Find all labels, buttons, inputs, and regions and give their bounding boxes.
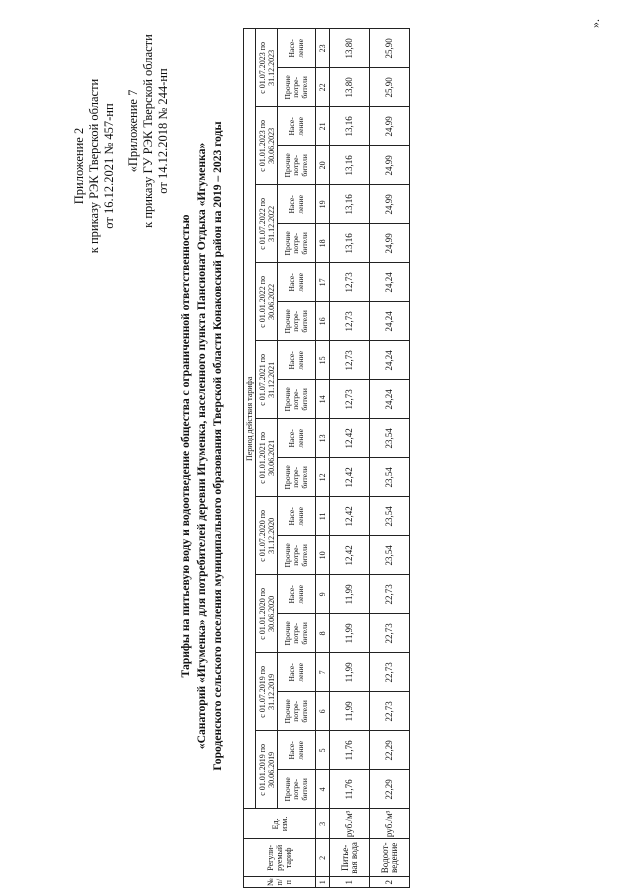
closing-quote: ».	[588, 19, 602, 28]
document-title	[178, 16, 226, 876]
approval-line: «Приложение 7	[126, 89, 140, 173]
tariff-value: 13,16	[330, 146, 370, 185]
period-range: с 01.07.2019 по 31.12.2019	[256, 653, 278, 731]
header-other-consumers: Прочие потре-бители	[278, 302, 316, 341]
column-number: 9	[316, 575, 330, 614]
tariff-value: 12,73	[330, 302, 370, 341]
header-population: Насе-ление	[278, 107, 316, 146]
approval-line: от 16.12.2021 № 457-нп	[102, 103, 116, 229]
header-population: Насе-ление	[278, 419, 316, 458]
column-number: 8	[316, 614, 330, 653]
header-population: Насе-ление	[278, 263, 316, 302]
header-population: Насе-ление	[278, 341, 316, 380]
column-number: 6	[316, 692, 330, 731]
tariff-value: 12,73	[330, 263, 370, 302]
row-number: 2	[370, 877, 410, 888]
column-number: 17	[316, 263, 330, 302]
header-other-consumers: Прочие потре-бители	[278, 146, 316, 185]
tariff-value: 25,90	[370, 68, 410, 107]
column-number: 13	[316, 419, 330, 458]
tariff-value: 24,99	[370, 146, 410, 185]
tariff-value: 11,99	[330, 692, 370, 731]
row-unit: руб./м³	[330, 809, 370, 839]
tariff-value: 13,80	[330, 29, 370, 68]
tariff-value: 22,73	[370, 575, 410, 614]
tariff-value: 12,42	[330, 419, 370, 458]
column-number: 22	[316, 68, 330, 107]
approval-line: Приложение 2	[72, 127, 86, 205]
table-row	[370, 29, 410, 888]
column-number: 3	[316, 809, 330, 839]
tariff-value: 11,99	[330, 575, 370, 614]
header-tariff: Регули-руемый тариф	[244, 839, 316, 877]
tariff-value: 24,99	[370, 224, 410, 263]
row-number: 1	[330, 877, 370, 888]
column-number: 18	[316, 224, 330, 263]
period-range: с 01.07.2022 по 31.12.2022	[256, 185, 278, 263]
header-other-consumers: Прочие потре-бители	[278, 458, 316, 497]
approval-line: к приказу ГУ РЭК Тверской области	[141, 34, 155, 228]
column-number: 1	[316, 877, 330, 888]
header-population: Насе-ление	[278, 29, 316, 68]
header-period: Период действия тарифа	[244, 29, 256, 809]
column-number: 2	[316, 839, 330, 877]
header-other-consumers: Прочие потре-бители	[278, 380, 316, 419]
tariff-value: 22,29	[370, 770, 410, 809]
column-number: 11	[316, 497, 330, 536]
tariff-value: 24,24	[370, 302, 410, 341]
header-other-consumers: Прочие потре-бители	[278, 692, 316, 731]
tariff-value: 12,42	[330, 458, 370, 497]
title-line: «Санаторий «Игуменка» для потребителей деревни Игуменка, населенного пункта Пансионат Отдыха «Игуменка»	[195, 142, 208, 750]
approval-stamp-original	[126, 6, 171, 256]
header-population: Насе-ление	[278, 653, 316, 692]
tariff-value: 24,24	[370, 341, 410, 380]
tariff-value: 12,73	[330, 341, 370, 380]
column-number: 14	[316, 380, 330, 419]
row-tariff-name: Питье-вая вода	[330, 839, 370, 877]
title-line: Тарифы на питьевую воду и водоотведение общества с ограниченной ответственностью	[179, 214, 192, 678]
tariff-value: 22,73	[370, 614, 410, 653]
header-population: Насе-ление	[278, 497, 316, 536]
period-range: с 01.07.2020 по 31.12.2020	[256, 497, 278, 575]
header-population: Насе-ление	[278, 731, 316, 770]
tariff-value: 23,54	[370, 497, 410, 536]
header-other-consumers: Прочие потре-бители	[278, 224, 316, 263]
row-unit: руб./м³	[370, 809, 410, 839]
tariff-value: 11,99	[330, 653, 370, 692]
column-number: 7	[316, 653, 330, 692]
tariff-value: 22,73	[370, 692, 410, 731]
tariff-value: 23,54	[370, 536, 410, 575]
column-number: 21	[316, 107, 330, 146]
column-number-row	[316, 29, 330, 888]
consumer-header-row	[278, 29, 316, 888]
period-range: с 01.01.2019 по 30.06.2019	[256, 731, 278, 809]
column-number: 20	[316, 146, 330, 185]
tariff-value: 13,16	[330, 185, 370, 224]
tariff-value: 13,16	[330, 224, 370, 263]
header-unit: Ед. изм.	[244, 809, 316, 839]
tariff-value: 23,54	[370, 419, 410, 458]
row-tariff-name: Водоот-ведение	[370, 839, 410, 877]
tariff-value: 11,76	[330, 770, 370, 809]
tariff-value: 12,42	[330, 536, 370, 575]
header-population: Насе-ление	[278, 185, 316, 224]
column-number: 12	[316, 458, 330, 497]
column-number: 4	[316, 770, 330, 809]
tariff-value: 13,16	[330, 107, 370, 146]
tariff-value: 22,29	[370, 731, 410, 770]
header-no: № п/п	[244, 877, 316, 888]
header-other-consumers: Прочие потре-бители	[278, 68, 316, 107]
period-range: с 01.01.2021 по 30.06.2021	[256, 419, 278, 497]
tariff-table	[243, 28, 410, 888]
period-range: с 01.01.2020 по 30.06.2020	[256, 575, 278, 653]
tariff-value: 24,24	[370, 263, 410, 302]
period-range: с 01.07.2021 по 31.12.2021	[256, 341, 278, 419]
column-number: 23	[316, 29, 330, 68]
header-other-consumers: Прочие потре-бители	[278, 536, 316, 575]
tariff-value: 12,42	[330, 497, 370, 536]
header-population: Насе-ление	[278, 575, 316, 614]
table-row	[330, 29, 370, 888]
column-number: 15	[316, 341, 330, 380]
tariff-value: 25,90	[370, 29, 410, 68]
tariff-value: 23,54	[370, 458, 410, 497]
tariff-value: 11,76	[330, 731, 370, 770]
column-number: 19	[316, 185, 330, 224]
tariff-value: 11,99	[330, 614, 370, 653]
header-other-consumers: Прочие потре-бители	[278, 614, 316, 653]
title-line: Городенского сельского поселения муниципального образования Тверской области Конаковский район на 2019 – 2023 годы	[211, 121, 224, 771]
period-header-row	[256, 29, 278, 888]
approval-line: от 14.12.2018 № 244-нп	[156, 68, 170, 194]
tariff-value: 24,99	[370, 185, 410, 224]
period-range: с 01.07.2023 по 31.12.2023	[256, 29, 278, 107]
period-range: с 01.01.2022 по 30.06.2022	[256, 263, 278, 341]
header-other-consumers: Прочие потре-бители	[278, 770, 316, 809]
tariff-value: 13,80	[330, 68, 370, 107]
approval-stamp-current	[72, 36, 117, 296]
column-number: 16	[316, 302, 330, 341]
tariff-value: 24,99	[370, 107, 410, 146]
column-number: 5	[316, 731, 330, 770]
period-range: с 01.01.2023 по 30.06.2023	[256, 107, 278, 185]
tariff-value: 22,73	[370, 653, 410, 692]
approval-line: к приказу РЭК Тверской области	[87, 78, 101, 254]
tariff-value: 12,73	[330, 380, 370, 419]
tariff-value: 24,24	[370, 380, 410, 419]
column-number: 10	[316, 536, 330, 575]
